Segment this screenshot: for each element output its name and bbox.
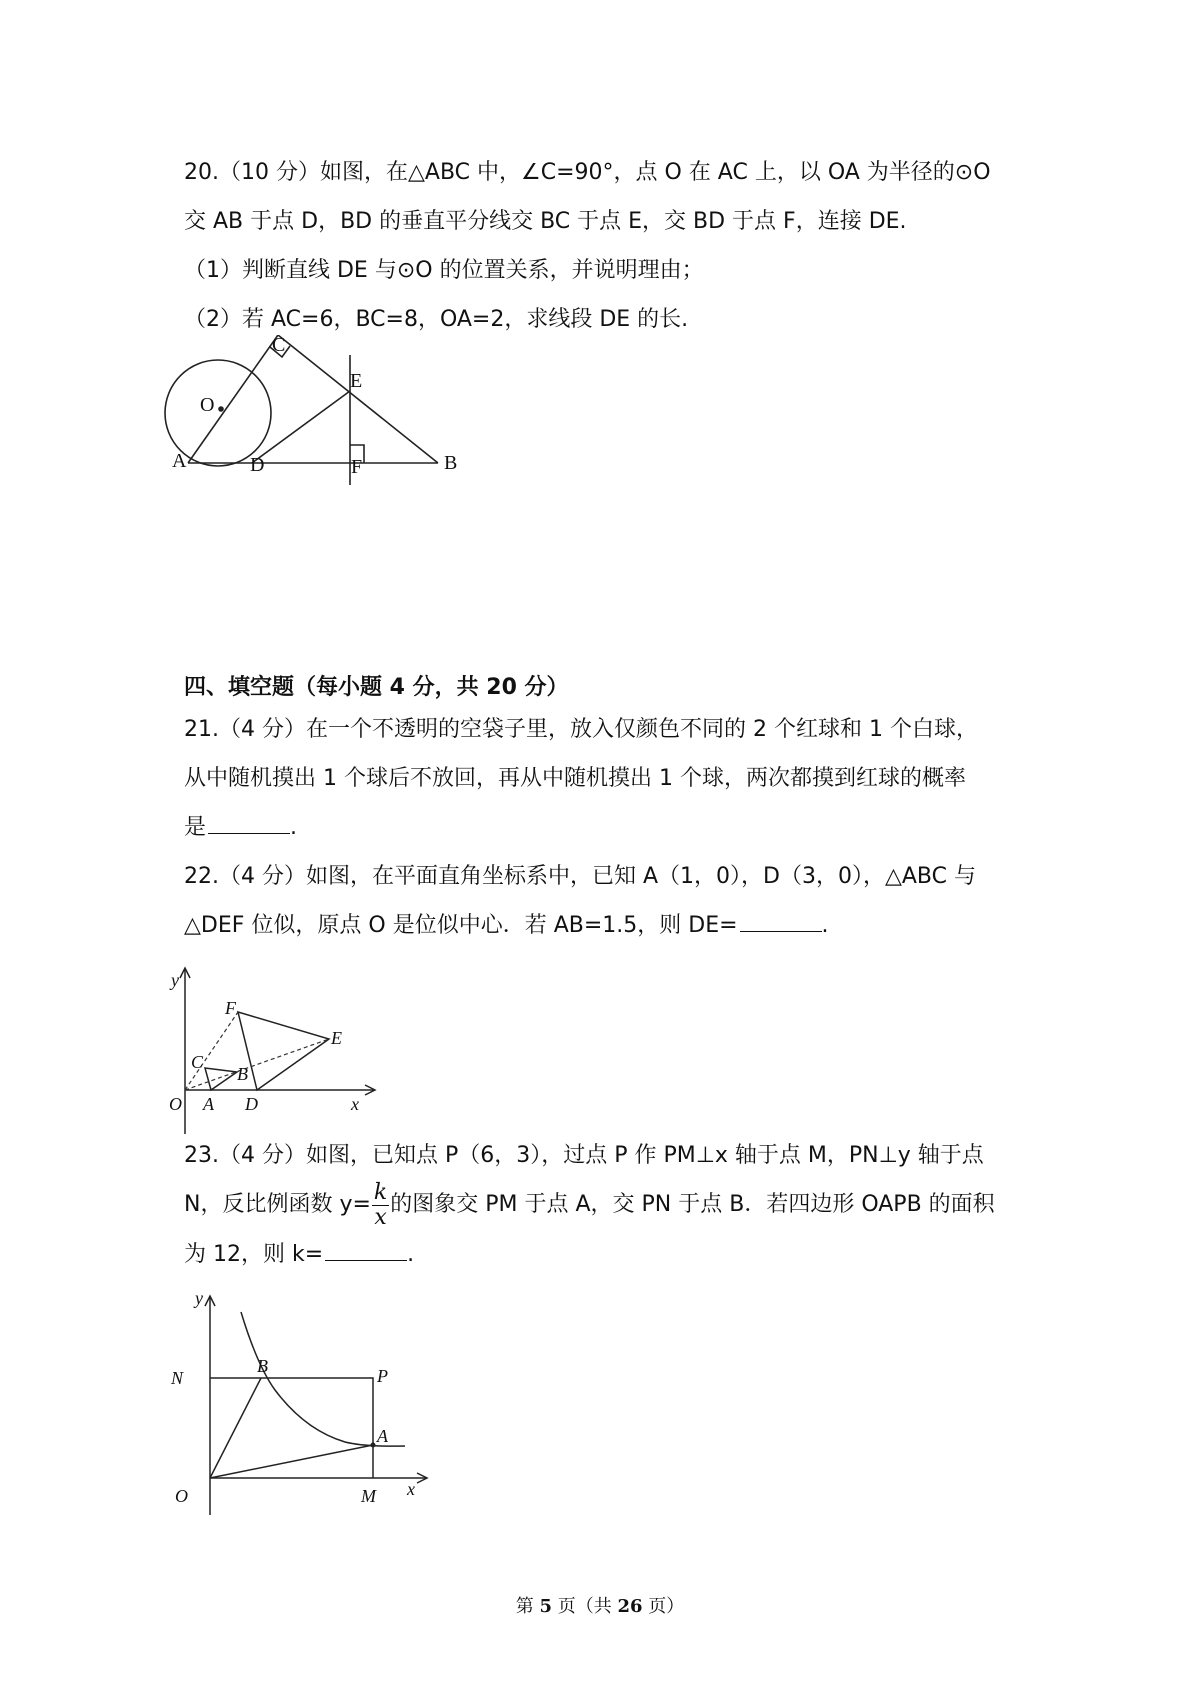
label-o: O: [200, 394, 215, 416]
q23-line-1: 23.（4 分）如图，已知点 P（6，3），过点 P 作 PM⊥x 轴于点 M，PN⊥y 轴于点: [184, 1143, 984, 1168]
triangle-abc: [205, 1068, 237, 1090]
footer-prefix: 第: [515, 1596, 540, 1617]
label-x: x: [407, 1479, 415, 1499]
fraction-denominator: x: [374, 1204, 387, 1230]
label-a: A: [203, 1094, 214, 1114]
q23-coordinate-diagram: [165, 1290, 435, 1520]
footer-page-number: 5: [539, 1596, 552, 1617]
label-b: B: [237, 1064, 248, 1084]
label-d: D: [245, 1094, 258, 1114]
q22-line-2-prefix: △DEF 位似，原点 O 是位似中心．若 AB=1.5，则 DE=: [184, 913, 738, 938]
question-23: [184, 1131, 1024, 1279]
q23-line-2-prefix: N，反比例函数 y=: [184, 1192, 371, 1217]
rectangle-npm: [210, 1378, 373, 1478]
label-y: y: [195, 1290, 203, 1308]
footer-total-pages: 26: [617, 1596, 643, 1617]
q20-line-3: （1）判断直线 DE 与⊙O 的位置关系，并说明理由；: [184, 258, 704, 283]
q23-answer-blank: [325, 1238, 407, 1261]
segment-de: [252, 391, 350, 463]
label-f: F: [351, 456, 363, 478]
q20-geometry-diagram: [160, 335, 480, 535]
q22-line-2-suffix: .: [821, 913, 829, 938]
label-c: C: [191, 1052, 204, 1072]
label-c: C: [272, 335, 286, 356]
fraction-numerator: k: [373, 1179, 388, 1205]
q20-figure: [160, 335, 480, 535]
q21-line-3-suffix: .: [290, 815, 298, 840]
q21-line-1: 21.（4 分）在一个不透明的空袋子里，放入仅颜色不同的 2 个红球和 1 个白球，: [184, 717, 978, 742]
q23-line-3: [184, 1230, 1024, 1279]
label-o: O: [175, 1486, 188, 1506]
label-e: E: [350, 370, 363, 392]
q21-line-3-prefix: 是: [184, 815, 207, 840]
segment-oa: [210, 1445, 373, 1478]
q20-line-4: （2）若 AC=6，BC=8，OA=2，求线段 DE 的长.: [184, 307, 689, 332]
label-p: P: [377, 1366, 388, 1386]
q23-figure: [165, 1290, 435, 1520]
q23-line-2-suffix: 的图象交 PM 于点 A，交 PN 于点 B．若四边形 OAPB 的面积: [390, 1192, 995, 1217]
footer-middle: 页（共: [552, 1596, 618, 1617]
point-a-dot: [371, 1443, 376, 1448]
label-a: A: [172, 450, 187, 472]
fraction-k-over-x: [372, 1181, 389, 1230]
label-f: F: [225, 998, 236, 1018]
q22-line-2: [184, 901, 1024, 950]
section-4-title: 四、填空题（每小题 4 分，共 20 分）: [184, 675, 569, 700]
question-20: [184, 148, 1024, 344]
q22-figure: [165, 958, 385, 1138]
label-x: x: [351, 1094, 359, 1114]
question-21: [184, 705, 1024, 852]
q21-line-3: [184, 803, 1024, 852]
triangle-def: [238, 1012, 329, 1090]
q22-coordinate-diagram: [165, 958, 385, 1138]
q21-answer-blank: [208, 811, 290, 834]
label-o: O: [169, 1094, 182, 1114]
label-e: E: [331, 1028, 342, 1048]
q22-answer-blank: [740, 909, 822, 932]
q23-line-3-prefix: 为 12，则 k=: [184, 1241, 324, 1267]
label-y: y: [171, 970, 179, 990]
label-a: A: [377, 1426, 388, 1446]
center-o-point: [218, 406, 224, 412]
label-b: B: [257, 1356, 268, 1376]
q21-line-2: 从中随机摸出 1 个球后不放回，再从中随机摸出 1 个球，两次都摸到红球的概率: [184, 766, 966, 791]
q20-line-1: 20.（10 分）如图，在△ABC 中，∠C=90°，点 O 在 AC 上，以 OA 为半径的⊙O: [184, 160, 991, 185]
page-footer: [0, 1592, 1200, 1618]
q20-line-2: 交 AB 于点 D，BD 的垂直平分线交 BC 于点 E，交 BD 于点 F，连接 DE.: [184, 209, 907, 234]
label-d: D: [250, 454, 265, 476]
ray-of: [185, 1012, 238, 1090]
q23-line-3-suffix: .: [407, 1241, 415, 1267]
label-n: N: [171, 1368, 184, 1388]
label-m: M: [361, 1486, 376, 1506]
label-b: B: [444, 452, 458, 474]
q23-line-2: [184, 1180, 1024, 1230]
question-22: [184, 852, 1024, 950]
segment-ob: [210, 1378, 261, 1478]
ray-oe: [185, 1039, 329, 1090]
q22-line-1: 22.（4 分）如图，在平面直角坐标系中，已知 A（1，0），D（3，0），△ABC 与: [184, 864, 976, 889]
footer-suffix: 页）: [642, 1596, 685, 1617]
segment-cb: [278, 335, 438, 463]
